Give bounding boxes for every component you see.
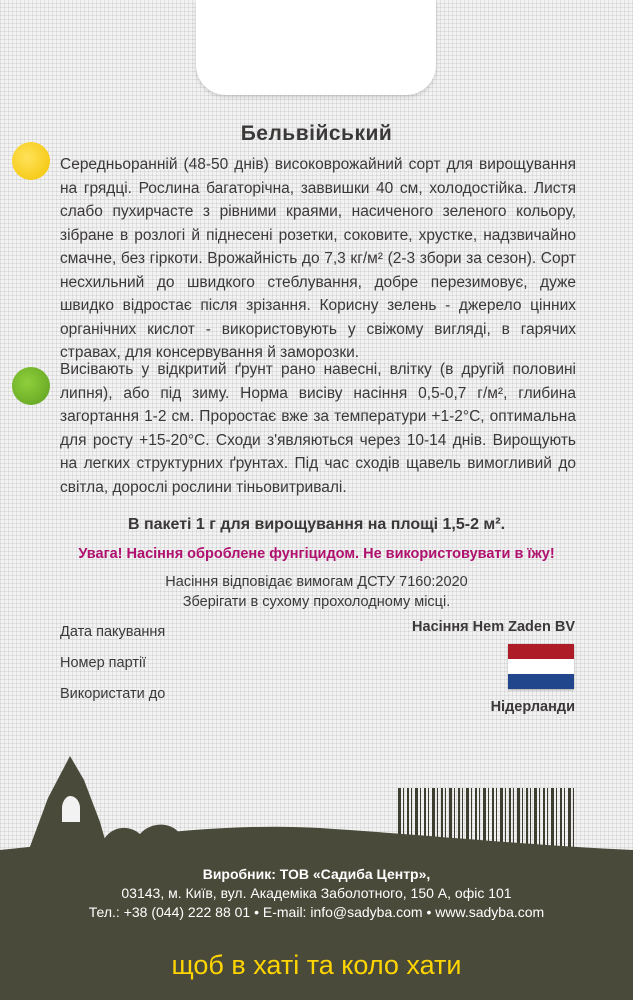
green-dot-icon [12,367,50,405]
storage-text: Зберігати в сухому прохолодному місці. [182,594,451,610]
variety-title: Бельвійський [240,122,393,145]
use-by-label: Використати до [60,686,166,702]
packet-size: В пакеті 1 г для вирощування на площі 1,5-2 м². [127,516,506,533]
sowing-instructions: Висівають у відкритий ґрунт рано навесні, влітку (в другій половині липня), або під зиму. Норма висіву насіння 0,5-0,7 г/м², глибина загортання 1-2 см. Проростає вже за температури +1-2°C, оптимальна для росту +15-20°C. Сходи з'являються через 10-14 днів. Вирощують на легких структурних ґрунтах. Під час сходів щавель вимогливий до світла, дорослі рослини тіньовитривалі. [60,361,576,496]
netherlands-flag-icon [508,644,574,689]
manufacturer-address: 03143, м. Київ, вул. Академіка Заболотного, 150 А, офіс 101 [121,885,512,901]
supplier-name: Насіння Hem Zaden BV [412,619,575,635]
country-name: Нідерланди [490,699,575,715]
variety-description: Середньоранній (48-50 днів) високоврожайний сорт для вирощування на грядці. Рослина багаторічна, заввишки 40 см, холодостійка. Листя слабо пухирчасте з рівними краями, насиченого зеленого кольору, зібране в розлогі й піднесені розетки, соковите, хрустке, надзвичайно смачне, без гіркоти. Врожайність до 7,3 кг/м² (2-3 збори за сезон). Сорт несхильний до швидкого стеблування, добре перезимовує, дуже швидко відростає після зрізання. Корисну зелень - джерело цінних органічних кислот - використовують у свіжому вигляді, в гарячих стравах, для консервування й заморозки. [60,156,576,361]
storage-info [0,572,633,612]
brand-slogan: щоб в хаті та коло хати [171,950,462,980]
hang-hole [196,0,436,95]
yellow-dot-icon [12,142,50,180]
standard-text: Насіння відповідає вимогам ДСТУ 7160:2020 [165,574,468,590]
manufacturer-title: Виробник: ТОВ «Садиба Центр», [202,866,431,882]
manufacturer-contacts: Тел.: +38 (044) 222 88 01 • E-mail: info@sadyba.com • www.sadyba.com [88,904,545,920]
fungicide-warning: Увага! Насіння оброблене фунгіцидом. Не використовувати в їжу! [78,546,555,562]
batch-label: Номер партії [60,655,147,671]
pack-date-label: Дата пакування [60,624,166,640]
